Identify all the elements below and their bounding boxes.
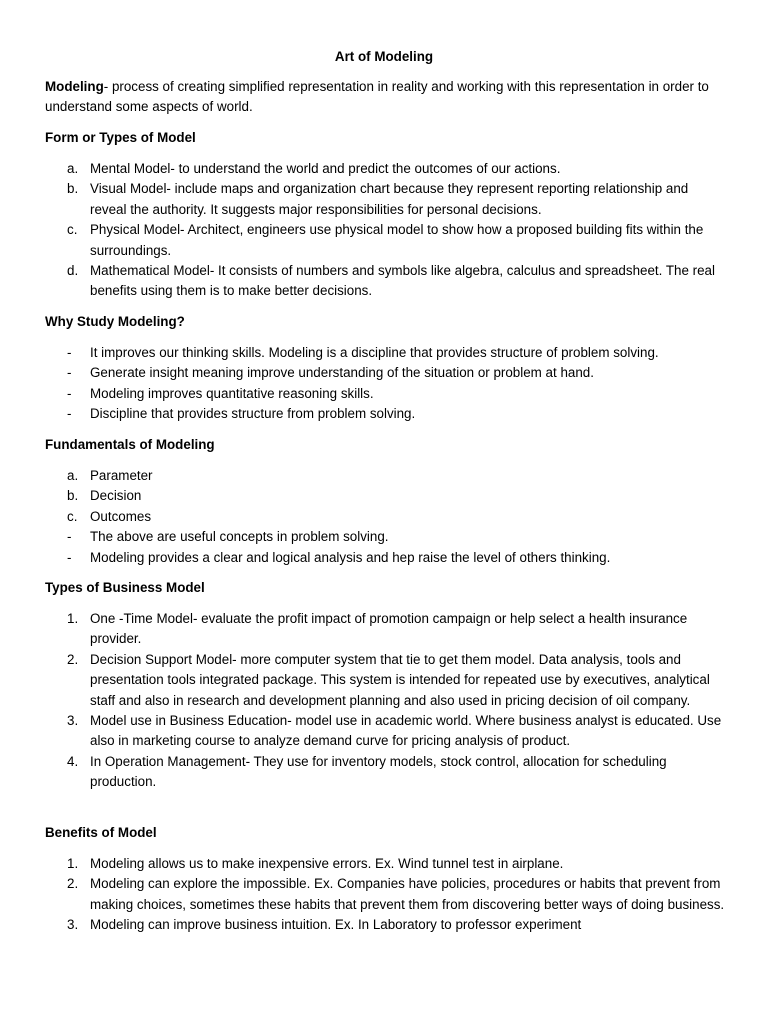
list-fundamentals bbox=[45, 466, 725, 568]
list-marker: a. bbox=[67, 468, 79, 483]
list-item bbox=[45, 527, 725, 547]
intro-paragraph bbox=[45, 77, 725, 118]
list-item-text: Mathematical Model- It consists of numbers and symbols like algebra, calculus and spreadsheet. The real benefits using them is to make better decisions. bbox=[90, 263, 715, 299]
list-marker: 1. bbox=[67, 856, 79, 871]
list-item bbox=[45, 220, 725, 261]
list-marker: 3. bbox=[67, 713, 79, 729]
list-item-text: One -Time Model- evaluate the profit impact of promotion campaign or help select a health insurance provider. bbox=[90, 611, 688, 647]
list-item-text: Modeling improves quantitative reasoning skills. bbox=[90, 385, 374, 401]
page-title: Art of Modeling bbox=[334, 49, 434, 64]
list-item-text: Model use in Business Education- model use in academic world. Where business analyst is educated. Use also in marketing course to analyze demand curve for pricing analysis of product. bbox=[90, 713, 722, 749]
list-marker: - bbox=[67, 385, 72, 401]
list-item bbox=[45, 915, 725, 935]
list-why-study bbox=[45, 343, 725, 425]
list-item-text: Physical Model- Architect, engineers use physical model to show how a proposed building fits within the surroundings. bbox=[90, 222, 704, 258]
list-form-types bbox=[45, 159, 725, 302]
list-marker: 2. bbox=[67, 876, 79, 892]
list-item bbox=[45, 650, 725, 711]
list-marker: b. bbox=[67, 488, 79, 504]
list-item-text: In Operation Management- They use for inventory models, stock control, allocation for scheduling production. bbox=[90, 753, 667, 790]
list-item-text: Decision bbox=[90, 488, 142, 504]
list-benefits bbox=[45, 854, 725, 936]
list-item-text: Parameter bbox=[90, 468, 153, 483]
list-marker: - bbox=[67, 365, 72, 381]
list-item-text: Modeling allows us to make inexpensive errors. Ex. Wind tunnel test in airplane. bbox=[90, 856, 564, 871]
list-item-text: Decision Support Model- more computer system that tie to get them model. Data analysis, tools and presentation tools integrated package. This system is intended for repeated use by executives, analytical staff and also in research and development planning and also used in pricing decision of oil company. bbox=[90, 651, 710, 708]
list-item bbox=[45, 343, 725, 363]
list-marker: c. bbox=[67, 508, 78, 524]
section-heading-business-types: Types of Business Model bbox=[45, 580, 205, 595]
list-item bbox=[45, 609, 725, 650]
list-marker: d. bbox=[67, 263, 79, 279]
section-heading-benefits: Benefits of Model bbox=[45, 825, 157, 840]
list-item-text: Modeling can improve business intuition. Ex. In Laboratory to professor experiment bbox=[90, 917, 582, 933]
list-marker: 3. bbox=[67, 917, 79, 933]
list-item bbox=[45, 384, 725, 404]
list-marker: 1. bbox=[67, 611, 79, 626]
list-item bbox=[45, 159, 725, 179]
list-item bbox=[45, 363, 725, 383]
intro-term: Modeling bbox=[45, 79, 104, 94]
list-item-text: Modeling can explore the impossible. Ex. Companies have policies, procedures or habits that prevent from making choices, sometimes these habits that prevent them from discovering better ways of doing business. bbox=[90, 876, 725, 912]
list-item bbox=[45, 486, 725, 506]
list-item bbox=[45, 874, 725, 915]
list-marker: - bbox=[67, 549, 72, 565]
list-item bbox=[45, 466, 725, 486]
list-marker: - bbox=[67, 345, 72, 360]
list-marker: 2. bbox=[67, 651, 79, 667]
list-item bbox=[45, 854, 725, 874]
list-item-text: Mental Model- to understand the world and predict the outcomes of our actions. bbox=[90, 161, 561, 176]
list-marker: b. bbox=[67, 181, 79, 197]
list-item-text: Generate insight meaning improve understanding of the situation or problem at hand. bbox=[90, 365, 594, 381]
list-item bbox=[45, 179, 725, 220]
list-item bbox=[45, 261, 725, 302]
list-marker: c. bbox=[67, 222, 78, 238]
list-marker: 4. bbox=[67, 753, 79, 769]
list-item bbox=[45, 404, 725, 424]
list-item-text: Modeling provides a clear and logical analysis and hep raise the level of others thinking. bbox=[90, 549, 611, 565]
section-heading-form-types: Form or Types of Model bbox=[45, 130, 196, 145]
list-business-types bbox=[45, 609, 725, 793]
list-marker: a. bbox=[67, 161, 79, 176]
list-item-text: Outcomes bbox=[90, 508, 152, 524]
list-item-text: It improves our thinking skills. Modeling is a discipline that provides structure of problem solving. bbox=[90, 345, 659, 360]
list-marker: - bbox=[67, 406, 72, 422]
list-item-text: Visual Model- include maps and organization chart because they represent reporting relationship and reveal the authority. It suggests major responsibilities for personal decisions. bbox=[90, 181, 689, 217]
section-heading-fundamentals: Fundamentals of Modeling bbox=[45, 437, 215, 452]
list-item-text: The above are useful concepts in problem solving. bbox=[90, 529, 389, 545]
list-item bbox=[45, 752, 725, 793]
list-item bbox=[45, 711, 725, 752]
list-item bbox=[45, 548, 725, 568]
list-marker: - bbox=[67, 529, 72, 545]
list-item-text: Discipline that provides structure from problem solving. bbox=[90, 406, 416, 422]
list-item bbox=[45, 507, 725, 527]
intro-text: - process of creating simplified representation in reality and working with this representation in order to understand some aspects of world. bbox=[45, 79, 709, 115]
section-heading-why-study: Why Study Modeling? bbox=[45, 314, 185, 329]
